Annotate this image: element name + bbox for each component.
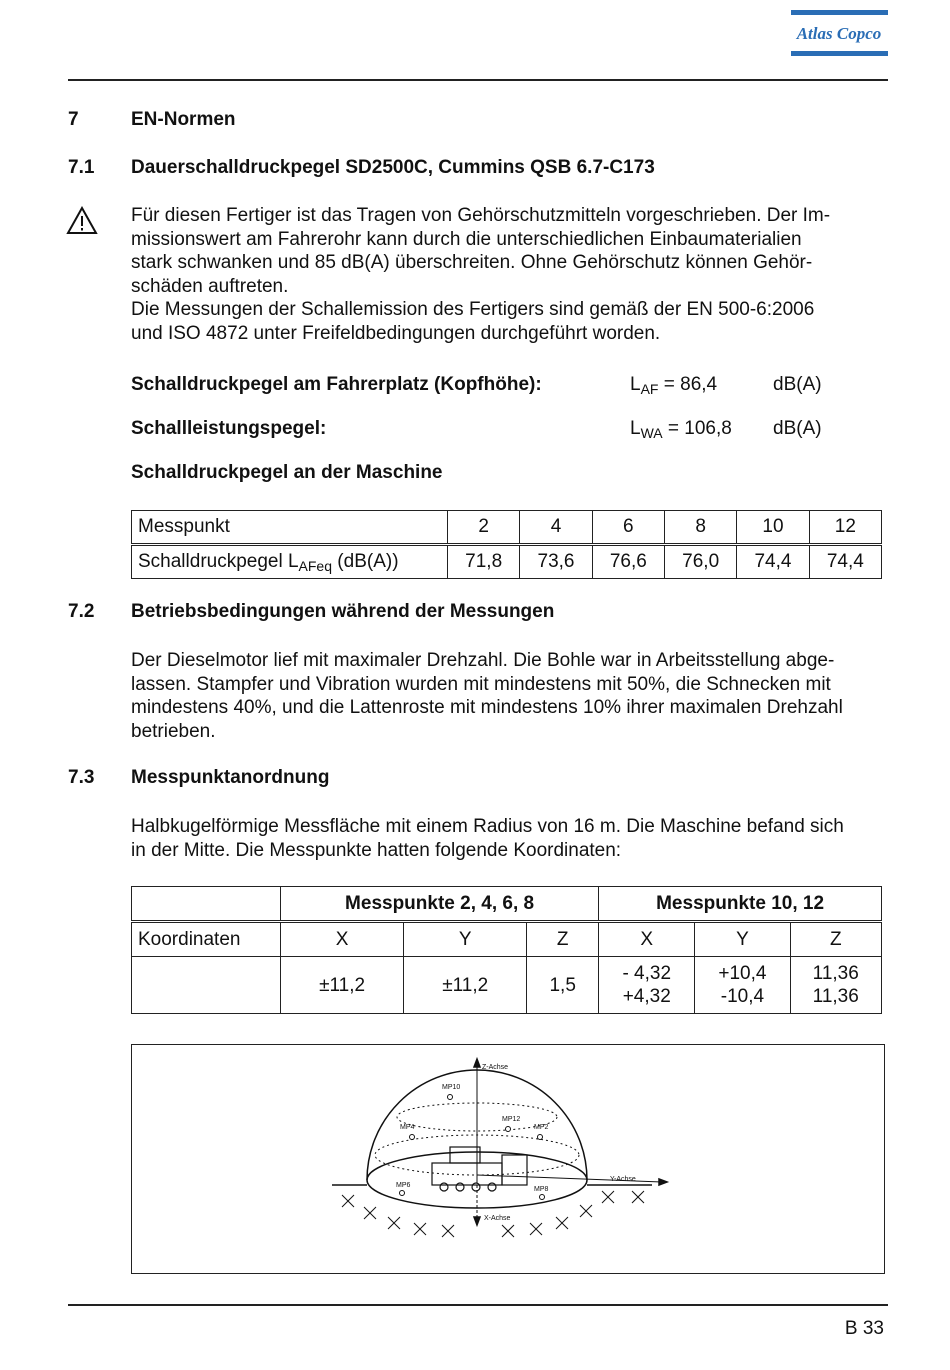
power-level-label: Schallleistungspegel:: [131, 418, 327, 439]
sound-pressure-table: [131, 510, 882, 579]
table-cell: ±11,2: [281, 957, 404, 1014]
table-cell: Messpunkt: [132, 511, 448, 545]
table-cell: 76,6: [592, 545, 664, 579]
coordinates-table: [131, 886, 882, 1014]
text-line: stark schwanken und 85 dB(A) überschreiten. Ohne Gehörschutz können Gehör-: [131, 252, 813, 273]
text-line: betrieben.: [131, 720, 216, 742]
header-rule: [68, 79, 888, 81]
text-line: lassen. Stampfer und Vibration wurden mit mindestens mit 50%, die Schnecken mit: [131, 673, 831, 695]
table-cell: - 4,32 +4,32: [599, 957, 695, 1014]
hemisphere-diagram: [132, 1045, 884, 1273]
table-cell: Messpunkte 2, 4, 6, 8: [281, 887, 599, 922]
table-cell: 74,4: [809, 545, 881, 579]
table-cell: ±11,2: [404, 957, 527, 1014]
page-number: B 33: [844, 1318, 884, 1339]
table-cell: [132, 887, 281, 922]
text-line: Halbkugelförmige Messfläche mit einem Radius von 16 m. Die Maschine befand sich: [131, 816, 844, 837]
hemisphere-figure: [131, 1044, 885, 1274]
table-cell: X: [599, 922, 695, 957]
z-axis-label: Z-Achse: [482, 1064, 509, 1071]
text-line: Für diesen Fertiger ist das Tragen von Gehörschutzmitteln vorgeschrieben. Der Im-: [131, 205, 831, 226]
table-cell: 74,4: [737, 545, 809, 579]
table-cell: 10: [737, 511, 809, 545]
subsection-number: 7.3: [68, 767, 95, 788]
driver-level-unit: dB(A): [773, 374, 822, 395]
power-level-unit: dB(A): [773, 418, 822, 439]
table-cell: 6: [592, 511, 664, 545]
text-line: in der Mitte. Die Messpunkte hatten folgende Koordinaten:: [131, 839, 622, 861]
table-cell: 1,5: [527, 957, 599, 1014]
atlas-copco-logo: [791, 10, 888, 56]
footer-rule: [68, 1304, 888, 1306]
table-cell: Y: [404, 922, 527, 957]
subsection-title: Betriebsbedingungen während der Messungen: [131, 601, 555, 622]
table-cell: Z: [790, 922, 882, 957]
text-line: Der Dieselmotor lief mit maximaler Drehzahl. Die Bohle war in Arbeitsstellung abge-: [131, 650, 835, 671]
table-cell: 12: [809, 511, 881, 545]
measuring-point-label: MP2: [534, 1124, 549, 1131]
machine-level-heading: Schalldruckpegel an der Maschine: [131, 462, 443, 483]
power-level-value: $L_{WA} = 106,8$: [630, 418, 732, 441]
table-cell: 8: [664, 511, 736, 545]
table-cell: 76,0: [664, 545, 736, 579]
table-cell: 71,8: [448, 545, 520, 579]
subsection-title: Dauerschalldruckpegel SD2500C, Cummins QSB 6.7-C173: [131, 157, 655, 178]
table-cell: 73,6: [520, 545, 592, 579]
table-cell: 11,36 11,36: [790, 957, 882, 1014]
section-number: 7: [68, 109, 79, 130]
text-line: mindestens 40%, und die Lattenroste mit mindestens 10% ihrer maximalen Drehzahl: [131, 697, 843, 718]
y-axis-label: Y-Achse: [610, 1176, 636, 1183]
driver-level-label: Schalldruckpegel am Fahrerplatz (Kopfhöhe):: [131, 374, 542, 395]
table-cell: Koordinaten: [132, 922, 281, 957]
table-cell: 4: [520, 511, 592, 545]
measuring-point-label: MP6: [396, 1182, 411, 1189]
table-cell: +10,4 -10,4: [695, 957, 790, 1014]
logo-text: Atlas Copco: [796, 24, 882, 43]
subsection-title: Messpunktanordnung: [131, 767, 330, 788]
text-line: missionswert am Fahrerohr kann durch die unterschiedlichen Einbaumaterialien: [131, 228, 802, 250]
table-cell: [132, 957, 281, 1014]
subsection-number: 7.2: [68, 601, 95, 622]
measuring-point-label: MP8: [534, 1186, 549, 1193]
warning-icon: [66, 206, 98, 236]
text-line: schäden auftreten.: [131, 275, 289, 297]
text-line: und ISO 4872 unter Freifeldbedingungen durchgeführt worden.: [131, 322, 661, 344]
table-row: [132, 545, 882, 579]
table-cell: Messpunkte 10, 12: [599, 887, 882, 922]
measurement-arrangement-text: [131, 815, 884, 862]
table-row: [132, 922, 882, 957]
table-header-row: [132, 887, 882, 922]
measuring-point-label: MP10: [442, 1084, 461, 1091]
measuring-point-label: MP4: [400, 1124, 415, 1131]
operating-conditions-text: [131, 649, 884, 743]
measuring-point-label: MP12: [502, 1116, 521, 1123]
driver-level-value: $L_{AF} = 86,4$: [630, 374, 718, 397]
table-row: [132, 957, 882, 1014]
subsection-number: 7.1: [68, 157, 95, 178]
x-axis-label: X-Achse: [484, 1215, 511, 1222]
table-cell: Y: [695, 922, 790, 957]
table-header-row: [132, 511, 882, 545]
table-cell: 2: [448, 511, 520, 545]
warning-text: [131, 204, 884, 345]
table-cell: Z: [527, 922, 599, 957]
table-cell: Schalldruckpegel $L_{AFeq}$ (dB(A)): [132, 545, 448, 579]
section-title: EN-Normen: [131, 109, 236, 130]
text-line: Die Messungen der Schallemission des Fertigers sind gemäß der EN 500-6:2006: [131, 299, 815, 320]
table-cell: X: [281, 922, 404, 957]
